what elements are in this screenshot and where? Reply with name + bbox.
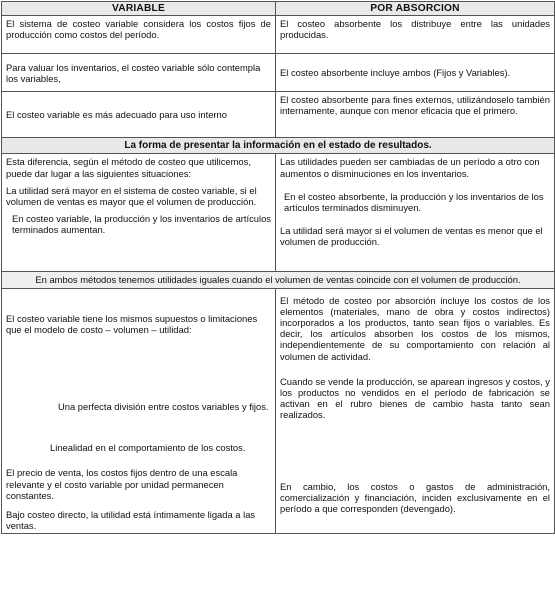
costing-comparison-table [1, 1, 555, 534]
middle-absorcion [276, 154, 555, 272]
row1-variable: El sistema de costeo variable considera los costos fijos de producción como costos del período. [2, 16, 276, 54]
bottom-left-text: El costeo variable tiene los mismos supuestos o limitaciones que el modelo de costo – volumen – utilidad: [6, 312, 258, 335]
bottom-left-text: Linealidad en el comportamiento de los costos. [50, 442, 246, 454]
bottom-variable [2, 288, 276, 534]
middle-left-text: En costeo variable, la producción y los inventarios de artículos terminados aumentan. [12, 213, 271, 236]
bottom-left-text: Una perfecta división entre costos variables y fijos. [58, 401, 269, 413]
bottom-left-text: Bajo costeo directo, la utilidad está íntimamente ligada a las ventas. [6, 509, 256, 532]
row2-absorcion: El costeo absorbente incluye ambos (Fijos y Variables). [276, 54, 555, 92]
row2-variable: Para valuar los inventarios, el costeo variable sólo contempla los variables, [2, 54, 276, 92]
bottom-right-text: Cuando se vende la producción, se aparean ingresos y costos, y los productos no vendidos en el período de fabricación se activan en el rubro bienes de cambio hasta tanto sean realizados. [280, 375, 550, 421]
row3-variable: El costeo variable es más adecuado para uso interno [2, 92, 276, 138]
middle-right-text: La utilidad será mayor si el volumen de ventas es menor que el volumen de producción. [280, 225, 543, 248]
bottom-right-text: El método de costeo por absorción incluye los costos de los elementos (materiales, mano de obra y costos indirectos) incorporados a los productos, tanto sean fijos o variables. Es decir, los artículos absorben los costos de los mismos, independientemente de su comportamiento con relación al volumen de actividad. [280, 294, 550, 362]
middle-left-text: La utilidad será mayor en el sistema de costeo variable, si el volumen de ventas es mayor que el volumen de producción. [6, 184, 257, 208]
note-row [2, 272, 555, 288]
table-row [2, 54, 555, 92]
middle-right-text: En el costeo absorbente, la producción y los inventarios de los artículos terminados disminuyen. [284, 190, 544, 214]
section-row [2, 138, 555, 154]
bottom-left-text: El precio de venta, los costos fijos dentro de una escala relevante y el costo variable por unidad permanecen constantes. [6, 467, 238, 501]
table-row [2, 16, 555, 54]
bottom-right-text: En cambio, los costos o gastos de administración, comercialización y financiación, inciden exclusivamente en el período a que corresponden (devengado). [280, 480, 550, 515]
header-variable: VARIABLE [2, 2, 276, 16]
equal-profit-note: En ambos métodos tenemos utilidades iguales cuando el volumen de ventas coincide con el volumen de producción. [2, 272, 555, 288]
table-row [2, 92, 555, 138]
row3-absorcion: El costeo absorbente para fines externos, utilizándoselo también internamente, aunque con menor eficacia que el primero. [276, 92, 555, 138]
row1-absorcion: El costeo absorbente los distribuye entre las unidades producidas. [276, 16, 555, 54]
table-row [2, 288, 555, 534]
middle-variable [2, 154, 276, 272]
comparison-document [1, 1, 554, 597]
section-title: La forma de presentar la información en el estado de resultados. [2, 138, 555, 154]
bottom-absorcion [276, 288, 555, 534]
header-row [2, 2, 555, 16]
table-row [2, 154, 555, 272]
middle-left-text: Esta diferencia, según el método de costeo que utilicemos, puede dar lugar a las siguientes situaciones: [6, 156, 251, 179]
middle-right-text: Las utilidades pueden ser cambiadas de un período a otro con aumentos o disminuciones en los inventarios. [280, 156, 540, 179]
header-absorcion: POR ABSORCION [276, 2, 555, 16]
